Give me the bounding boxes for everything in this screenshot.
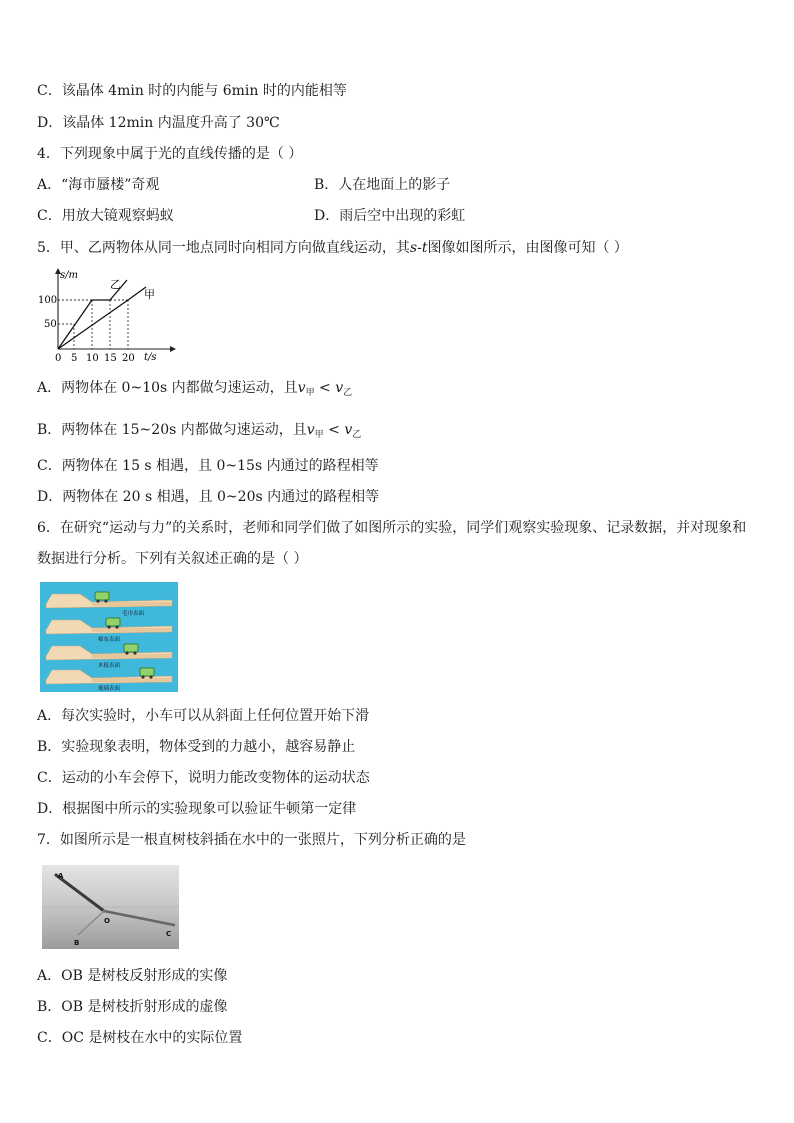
q6-option-a: A．每次实验时，小车可以从斜面上任何位置开始下滑 <box>37 708 370 724</box>
y-tick-100: 100 <box>38 295 58 306</box>
photo-label-b: B <box>74 939 80 947</box>
q3-option-d: D．该晶体 12min 内温度升高了 30℃ <box>37 115 280 131</box>
y-axis-label: s/m <box>60 270 78 281</box>
q4-option-c: C．用放大镜观察蚂蚁 <box>37 208 174 224</box>
series-jia-label: 甲 <box>144 288 155 301</box>
q6-option-d: D．根据图中所示的实验现象可以验证牛顿第一定律 <box>37 801 357 817</box>
series-jia-line <box>58 287 146 349</box>
q5-option-c: C．两物体在 15 s 相遇，且 0~15s 内通过的路程相等 <box>37 458 379 474</box>
x-axis-label: t/s <box>144 352 157 363</box>
surface-label-3: 木板表面 <box>98 663 121 669</box>
q7-branch-photo <box>42 865 179 949</box>
q7-option-b: B．OB 是树枝折射形成的虚像 <box>37 999 228 1015</box>
q4-option-a: A．“海市蜃楼”奇观 <box>37 177 160 193</box>
cart-4 <box>140 668 154 676</box>
q6-stem-line2: 数据进行分析。下列有关叙述正确的是（ ） <box>37 551 308 567</box>
x-tick-5: 5 <box>71 353 78 364</box>
surface-label-4: 玻璃表面 <box>98 686 121 692</box>
q7-option-c: C．OC 是树枝在水中的实际位置 <box>37 1030 243 1046</box>
x-axis-arrow <box>170 346 176 352</box>
q7-stem: 7．如图所示是一根直树枝斜插在水中的一张照片，下列分析正确的是 <box>37 832 466 848</box>
q6-option-c: C．运动的小车会停下，说明力能改变物体的运动状态 <box>37 770 370 786</box>
q3-option-c: C．该晶体 4min 时的内能与 6min 时的内能相等 <box>37 83 347 99</box>
q6-friction-figure <box>40 582 178 692</box>
surface-label-2: 棉布表面 <box>98 637 121 643</box>
cart-1 <box>95 592 109 600</box>
q6-option-b: B．实验现象表明，物体受到的力越小，越容易静止 <box>37 739 356 755</box>
q5-option-a: A．两物体在 0~10s 内都做匀速运动，且$v_甲 < v_乙$ <box>37 380 353 398</box>
q4-option-b: B．人在地面上的影子 <box>314 177 451 193</box>
x-tick-0: 0 <box>55 353 62 364</box>
series-yi-label: 乙 <box>110 278 121 291</box>
q7-option-a: A．OB 是树枝反射形成的实像 <box>37 968 228 984</box>
photo-label-c: C <box>166 930 172 938</box>
q4-option-d: D．雨后空中出现的彩虹 <box>314 208 466 224</box>
q5-stem: 5．甲、乙两物体从同一地点同时向相同方向做直线运动，其s-t图像如图所示，由图像可知（ ） <box>37 240 628 256</box>
y-tick-50: 50 <box>44 319 57 330</box>
q5-st-graph <box>30 266 180 366</box>
photo-label-a: A <box>58 872 64 880</box>
surface-label-1: 毛巾表面 <box>122 611 145 617</box>
q5-option-b: B．两物体在 15~20s 内都做匀速运动，且$v_甲 < v_乙$ <box>37 422 362 440</box>
x-tick-15: 15 <box>104 353 117 364</box>
cart-2 <box>106 618 120 626</box>
q6-stem-line1: 6．在研究“运动与力”的关系时，老师和同学们做了如图所示的实验，同学们观察实验现象、记录数据，并对现象和 <box>37 520 747 536</box>
x-tick-10: 10 <box>86 353 99 364</box>
q4-stem: 4．下列现象中属于光的直线传播的是（ ） <box>37 146 303 162</box>
photo-label-o: O <box>104 917 110 925</box>
cart-3 <box>124 644 138 652</box>
x-tick-20: 20 <box>122 353 135 364</box>
q5-option-d: D．两物体在 20 s 相遇，且 0~20s 内通过的路程相等 <box>37 489 380 505</box>
